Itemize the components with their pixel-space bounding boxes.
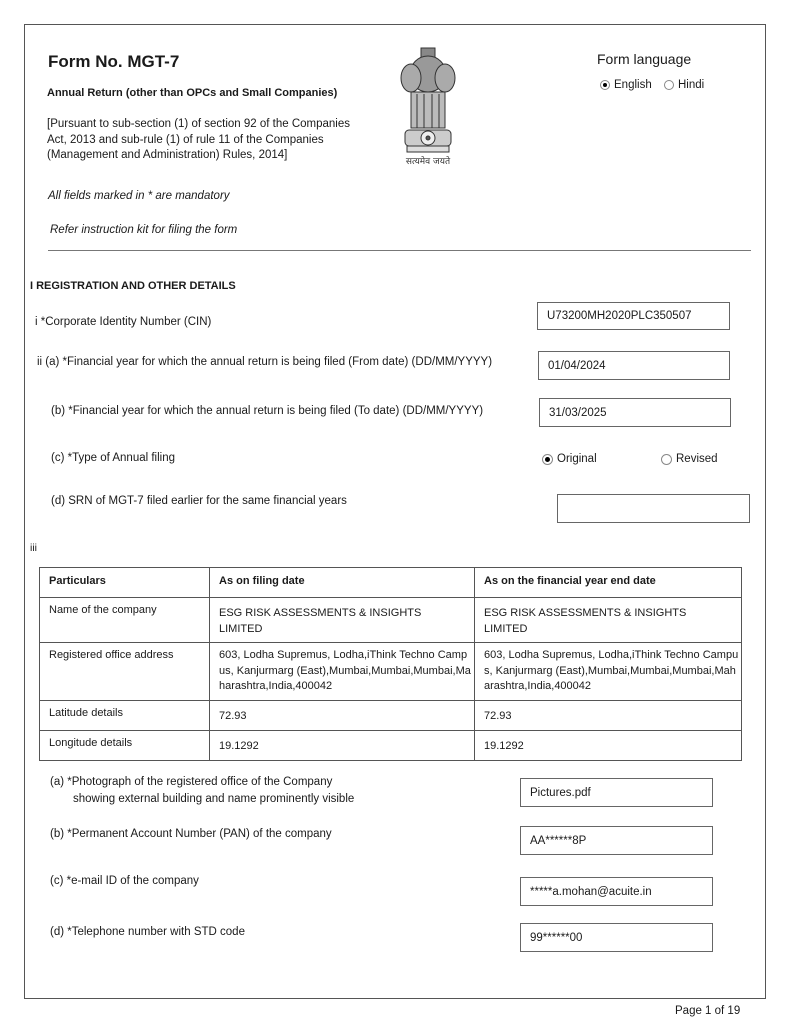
language-option-label: Hindi xyxy=(678,79,705,91)
radio-checked-icon[interactable] xyxy=(600,80,610,90)
pan-value: AA******8P xyxy=(530,834,587,847)
photo-label-line2: showing external building and name prominently visible xyxy=(73,793,355,805)
cin-field[interactable] xyxy=(537,302,730,330)
form-number-title: Form No. MGT-7 xyxy=(48,52,180,71)
cin-value: U73200MH2020PLC350507 xyxy=(547,310,692,322)
photo-attachment-value: Pictures.pdf xyxy=(530,786,591,799)
language-option-english[interactable] xyxy=(600,79,652,91)
photo-attachment-field[interactable] xyxy=(520,778,713,807)
fy-from-label: ii (a) *Financial year for which the annual return is being filed (From date) (DD/MM/YYYY) xyxy=(37,356,493,368)
phone-field[interactable] xyxy=(520,923,713,952)
table-cell-fy-end: 72.93 xyxy=(475,700,742,730)
table-cell-filing-date: 603, Lodha Supremus, Lodha,iThink Techno Campus, Kanjurmarg (East),Mumbai,Mumbai,Mumbai,Maharashtra,India,400042 xyxy=(210,643,475,701)
filing-type-option-label: Revised xyxy=(676,453,718,465)
company-details-table xyxy=(39,567,742,761)
phone-value: 99******00 xyxy=(530,931,583,944)
filing-type-original[interactable] xyxy=(542,453,597,465)
item-iii-label: iii xyxy=(30,542,37,554)
table-cell-particular: Name of the company xyxy=(40,598,210,643)
table-cell-fy-end: 19.1292 xyxy=(475,730,742,760)
radio-unchecked-icon[interactable] xyxy=(664,80,674,90)
table-cell-fy-end: ESG RISK ASSESSMENTS & INSIGHTS LIMITED xyxy=(475,598,742,643)
pursuant-text: [Pursuant to sub-section (1) of section 92 of the Companies Act, 2013 and sub-rule (1) of rule 11 of the Companies (Management and Administration) Rules, 2014] xyxy=(47,118,350,161)
phone-label: (d) *Telephone number with STD code xyxy=(50,926,245,938)
filing-type-revised[interactable] xyxy=(661,453,718,465)
email-label: (c) *e-mail ID of the company xyxy=(50,875,199,887)
form-subtitle: Annual Return (other than OPCs and Small Companies) xyxy=(47,87,338,99)
language-option-hindi[interactable] xyxy=(664,79,704,91)
section-title: I REGISTRATION AND OTHER DETAILS xyxy=(30,280,236,292)
table-row xyxy=(40,700,742,730)
language-option-label: English xyxy=(614,79,652,91)
cin-label: i *Corporate Identity Number (CIN) xyxy=(35,316,212,328)
fy-from-value: 01/04/2024 xyxy=(548,359,606,372)
table-row xyxy=(40,643,742,701)
srn-field[interactable] xyxy=(557,494,750,523)
table-cell-fy-end: 603, Lodha Supremus, Lodha,iThink Techno Campus, Kanjurmarg (East),Mumbai,Mumbai,Mumbai,Maharashtra,India,400042 xyxy=(475,643,742,701)
pan-label: (b) *Permanent Account Number (PAN) of the company xyxy=(50,828,332,840)
fy-to-field[interactable] xyxy=(539,398,731,427)
instruction-note: Refer instruction kit for filing the form xyxy=(50,224,238,236)
fy-from-field[interactable] xyxy=(538,351,730,380)
form-language-title: Form language xyxy=(597,51,692,67)
national-emblem-icon xyxy=(393,44,463,168)
table-cell-particular: Latitude details xyxy=(40,700,210,730)
table-header-row xyxy=(40,568,742,598)
radio-checked-icon[interactable] xyxy=(542,454,553,465)
table-header-cell: As on the financial year end date xyxy=(475,568,742,598)
photo-label: (a) *Photograph of the registered office of the Company xyxy=(50,776,333,788)
table-cell-filing-date: 72.93 xyxy=(210,700,475,730)
emblem-caption: सत्यमेव जयते xyxy=(405,157,451,167)
pan-field[interactable] xyxy=(520,826,713,855)
page-number: Page 1 of 19 xyxy=(675,1005,741,1017)
fy-to-value: 31/03/2025 xyxy=(549,406,607,419)
table-cell-filing-date: 19.1292 xyxy=(210,730,475,760)
table-header-cell: As on filing date xyxy=(210,568,475,598)
table-cell-filing-date: ESG RISK ASSESSMENTS & INSIGHTS LIMITED xyxy=(210,598,475,643)
table-row xyxy=(40,598,742,643)
filing-type-label: (c) *Type of Annual filing xyxy=(51,452,176,464)
table-cell-particular: Registered office address xyxy=(40,643,210,701)
email-value: *****a.mohan@acuite.in xyxy=(530,885,652,898)
email-field[interactable] xyxy=(520,877,713,906)
mandatory-note: All fields marked in * are mandatory xyxy=(48,190,230,202)
srn-label: (d) SRN of MGT-7 filed earlier for the same financial years xyxy=(51,495,347,507)
header-divider xyxy=(48,250,751,251)
table-cell-particular: Longitude details xyxy=(40,730,210,760)
filing-type-option-label: Original xyxy=(557,453,597,465)
radio-unchecked-icon[interactable] xyxy=(661,454,672,465)
table-header-cell: Particulars xyxy=(40,568,210,598)
table-row xyxy=(40,730,742,760)
fy-to-label: (b) *Financial year for which the annual return is being filed (To date) (DD/MM/YYYY) xyxy=(51,405,484,417)
